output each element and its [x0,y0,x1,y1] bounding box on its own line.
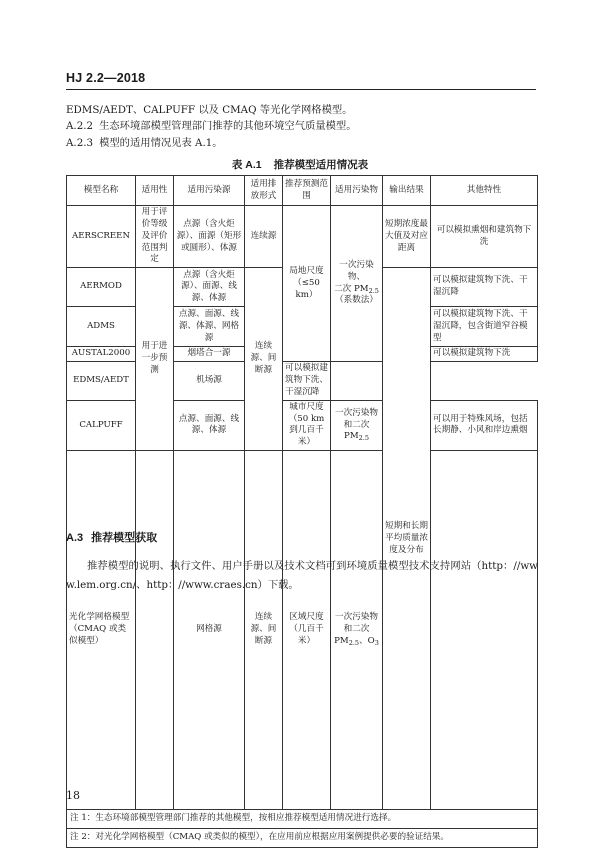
table-note-row [67,828,538,847]
clause-a-2-2 [66,117,357,132]
applicability-cell: 用于评价等级及评价范围判定 [136,206,174,268]
model-name: ADMS [67,307,136,347]
source-cell: 网格源 [174,451,245,810]
source-cell: 点源（含火炬源）、面源（矩形或圆形）、体源 [174,206,245,268]
applicability-cell [136,451,174,810]
other-cell: 可以模拟建筑物下洗、干湿沉降，包含街道窄谷模型 [431,307,538,347]
model-name: EDMS/AEDT [67,362,136,401]
range-cell: 城市尺度（50 km 到几百千米） [283,400,331,450]
header-cell: 其他特性 [431,176,538,206]
other-cell: 可以模拟建筑物下洗、干湿沉降 [283,362,331,401]
pollutant-text: PM [334,635,349,646]
table-note: 注 2：对光化学网格模型（CMAQ 或类似的模型），在应用前应根据应用案例提供必要的验证结果。 [67,828,538,847]
table-number: 表 A.1 [231,159,262,171]
header-cell: 推荐预测范围 [283,176,331,206]
clause-a-2-3 [66,134,223,149]
subscript: 2.5 [348,638,360,647]
header-cell: 适用污染物 [331,176,383,206]
source-cell: 点源、面源、线源、体源 [174,400,245,450]
paragraph-models: EDMS/AEDT、CALPUFF 以及 CMAQ 等光化学网格模型。 [66,104,353,116]
source-cell: 烟塔合一源 [174,347,245,362]
emission-cell: 连续源 [245,206,283,268]
table-note: 注 1：生态环境部模型管理部门推荐的其他模型，按相应推荐模型适用情况进行选择。 [67,809,538,828]
pollutant-text: 一次污染物和二次 [335,612,378,635]
pollutant-cell [331,206,383,362]
model-name: AERMOD [67,268,136,307]
clause-number: A.2.2 [66,120,94,132]
subscript: 3 [374,638,379,647]
header-cell: 适用污染源 [174,176,245,206]
other-cell: 可以模拟熏烟和建筑物下洗 [431,206,538,268]
subscript: 2.5 [368,286,379,295]
other-cell: 可以模拟建筑物下洗 [431,347,538,362]
pollutant-line: 一次污染物、 [339,259,374,282]
range-cell [283,206,331,362]
model-name: AERSCREEN [67,206,136,268]
output-cell: 短期浓度最大值及对应距离 [383,206,431,268]
section-number: A.3 [66,532,84,544]
table-note-row [67,809,538,828]
clause-text: 模型的适用情况见表 A.1。 [99,137,223,149]
header-cell: 模型名称 [67,176,136,206]
pollutant-cell [331,451,383,810]
pollutant-text: 一次污染物和二次 PM [335,407,378,442]
section-heading [66,529,165,545]
source-cell: 机场源 [174,362,245,401]
other-cell: 可以用于特殊风场，包括长期静、小风和岸边熏烟 [431,400,538,450]
source-cell: 点源、面源、线源、体源、网格源 [174,307,245,347]
header-rule [66,89,536,90]
pollutant-cell [331,400,383,450]
table-row [67,451,538,810]
pollutant-line: 二次 PM [334,283,369,294]
table-header-row [67,176,538,206]
page-number: 18 [66,789,80,802]
emission-cell: 连续源、间断源 [245,451,283,810]
output-cell: 短期和长期平均质量浓度及分布 [383,268,431,810]
range-local: 局地尺度（≤50 km） [289,265,324,300]
section-body: 推荐模型的说明、执行文件、用户手册以及技术文档可到环境质量模型技术支持网站（http：//www.lem.org.cn/、http：//www.craes.cn）下载。 [66,560,538,591]
model-name: AUSTAL2000 [67,347,136,362]
applicability-cell: 用于进一步预测 [136,268,174,451]
other-cell: 可以模拟建筑物下洗、干湿沉降 [431,268,538,307]
pollutant-line: （系数法） [335,295,378,306]
header-cell: 适用性 [136,176,174,206]
table-row [67,206,538,268]
table-title: 推荐模型适用情况表 [273,159,369,171]
model-name: CALPUFF [67,400,136,450]
output-cell [431,451,538,810]
model-name: 光化学网格模型（CMAQ 或类似模型） [67,451,136,810]
section-title: 推荐模型获取 [91,532,158,544]
table-caption [0,157,600,172]
clause-text: 生态环境部模型管理部门推荐的其他环境空气质量模型。 [99,120,357,132]
header-cell: 适用排放形式 [245,176,283,206]
document-code: HJ 2.2—2018 [66,71,146,85]
subscript: 2.5 [358,434,369,443]
model-table [66,175,538,848]
clause-number: A.2.3 [66,137,94,149]
emission-cell: 连续源、间断源 [245,268,283,451]
range-cell: 区域尺度（几百千米） [283,451,331,810]
source-cell: 点源（含火炬源）、面源、线源、体源 [174,268,245,307]
pollutant-text: 、O [359,635,375,646]
header-cell: 输出结果 [383,176,431,206]
